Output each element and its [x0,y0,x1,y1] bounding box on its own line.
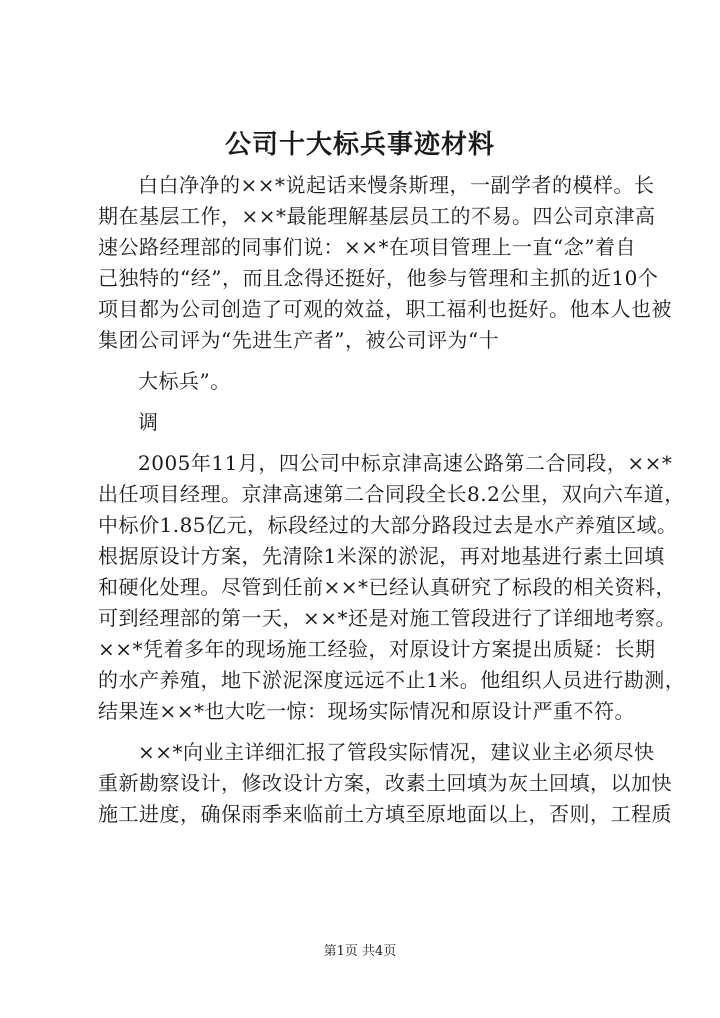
body-line: 重新勘察设计，修改设计方案，改素土回填为灰土回填，以加快 [98,771,672,795]
body-line: 调 [138,410,159,434]
document-title: 公司十大标兵事迹材料 [224,130,495,160]
body-line: ××*向业主详细汇报了管段实际情况，建议业主必须尽快 [138,740,655,764]
body-line: 白白净净的××*说起话来慢条斯理，一副学者的模样。长 [138,173,655,197]
body-line: 2005年11月，四公司中标京津高速公路第二合同段，××* [138,451,673,475]
body-line: 结果连××*也大吃一惊：现场实际情况和原设计严重不符。 [98,699,636,723]
body-line: 己独特的“经”，而且念得还挺好，他参与管理和主抓的近10个 [98,266,659,290]
body-line: 速公路经理部的同事们说：××*在项目管理上一直“念”着自 [98,235,636,259]
body-line: 可到经理部的第一天，××*还是对施工管段进行了详细地考察。 [98,606,677,630]
body-line: 期在基层工作，××*最能理解基层员工的不易。四公司京津高 [98,204,656,228]
body-line: 集团公司评为“先进生产者”，被公司评为“十 [98,328,500,352]
body-line: 项目都为公司创造了可观的效益，职工福利也挺好。他本人也被 [98,297,672,321]
body-line: 施工进度，确保雨季来临前土方填至原地面以上，否则，工程质 [98,802,672,826]
page-footer: 第1页 共4页 [323,944,397,959]
body-line: 和硬化处理。尽管到任前××*已经认真研究了标段的相关资料， [98,575,677,599]
body-line: 出任项目经理。京津高速第二合同段全长8.2公里，双向六车道， [98,482,685,506]
body-line: 的水产养殖，地下淤泥深度远远不止1米。他组织人员进行勘测， [98,668,686,692]
body-line: ××*凭着多年的现场施工经验，对原设计方案提出质疑：长期 [98,637,656,661]
body-line: 中标价1.85亿元，标段经过的大部分路段过去是水产养殖区域。 [98,513,678,537]
body-line: 大标兵”。 [138,369,231,393]
body-line: 根据原设计方案，先清除1米深的淤泥，再对地基进行素土回填 [98,544,665,568]
document-body [98,170,686,830]
